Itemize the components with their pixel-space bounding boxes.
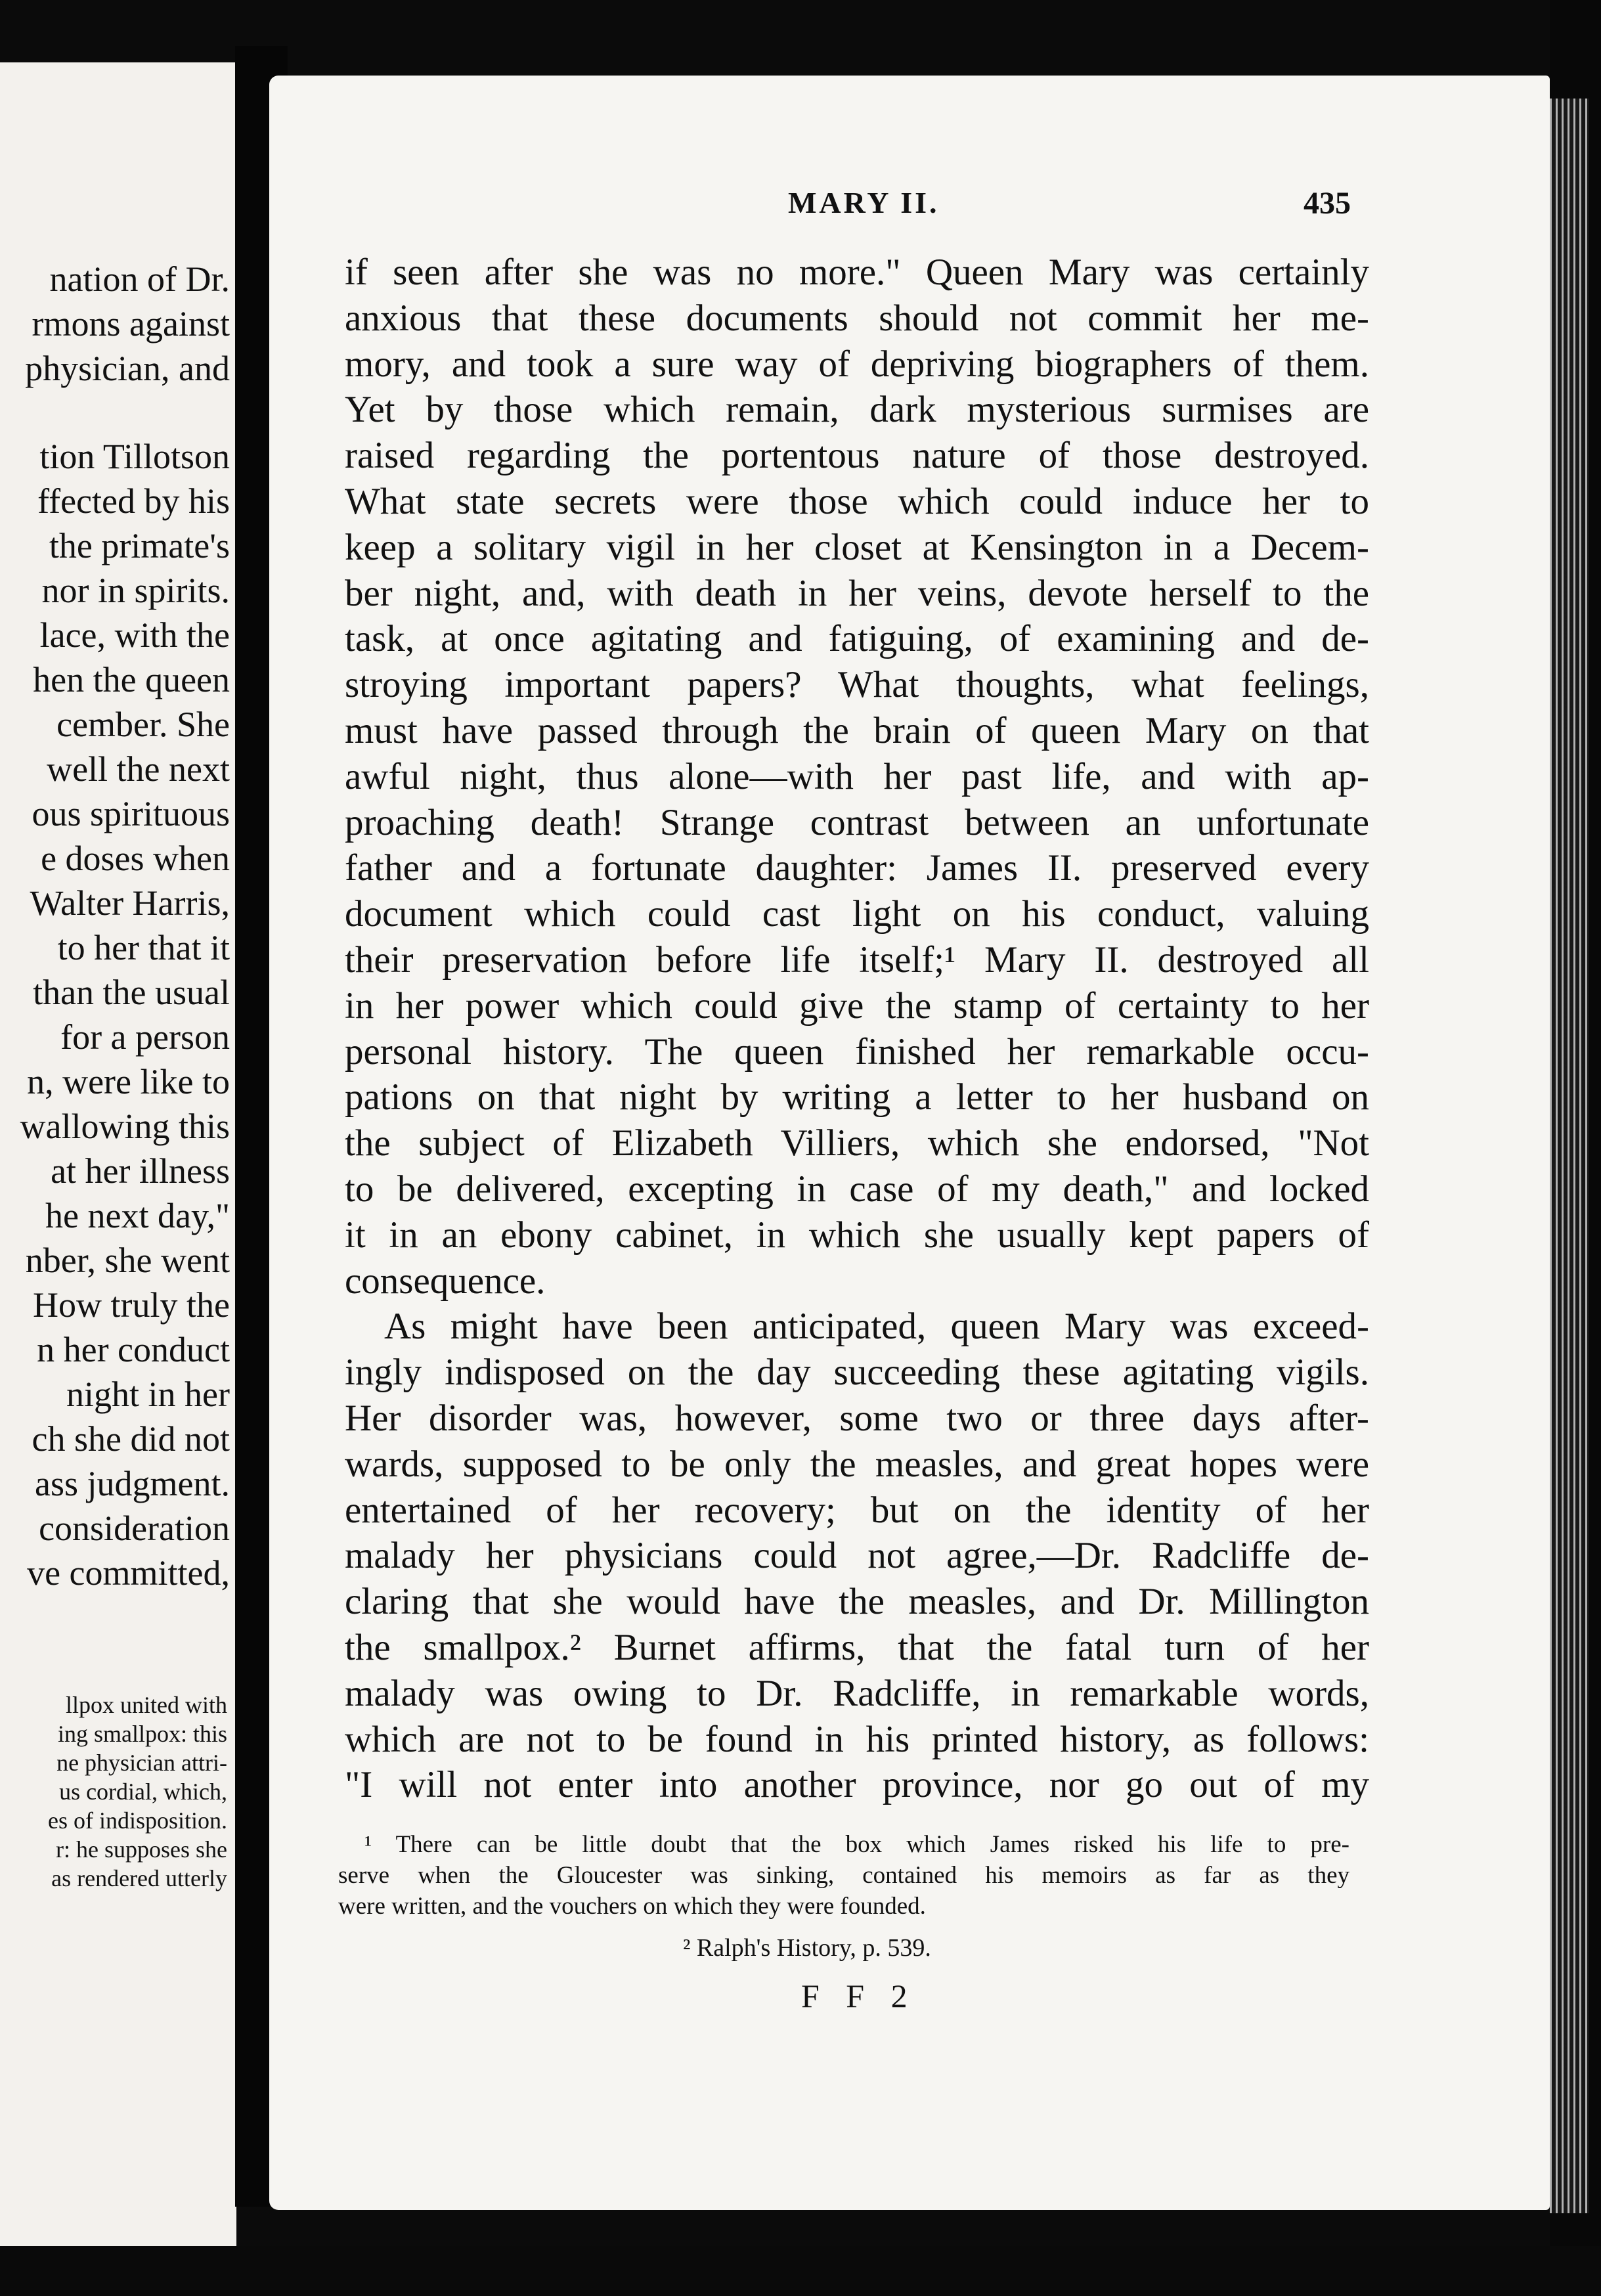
footnote-line: ¹ There can be little doubt that the box which James risked his life to pre- — [364, 1831, 1349, 1858]
text-line: ber night, and, with death in her veins, devote herself to the — [345, 572, 1369, 614]
left-line: ous spirituous — [32, 794, 230, 833]
text-line: Yet by those which remain, dark mysterious surmises are — [345, 389, 1369, 431]
footnote-1 — [338, 1829, 1349, 1922]
left-line: n, were like to — [27, 1062, 230, 1101]
left-footnote-line: es of indisposition. — [47, 1807, 227, 1834]
left-line: at her illness — [51, 1151, 230, 1191]
left-line: rmons against — [32, 304, 230, 343]
text-line: ingly indisposed on the day succeeding these agitating vigils. — [345, 1352, 1369, 1394]
footnote-line: were written, and the vouchers on which they were founded. — [338, 1893, 926, 1920]
text-line: stroying important papers? What thoughts, what feelings, — [345, 664, 1369, 706]
left-footnote-line: llpox united with — [66, 1692, 227, 1718]
left-line: tion Tillotson — [39, 437, 230, 476]
text-line: wards, supposed to be only the measles, and great hopes were — [345, 1443, 1369, 1485]
left-line: to her that it — [57, 928, 230, 967]
text-line: consequence. — [345, 1260, 546, 1302]
left-line: nor in spirits. — [41, 571, 230, 610]
left-page-fragment — [0, 62, 236, 2263]
text-line: anxious that these documents should not commit her me- — [345, 297, 1369, 339]
text-line: entertained of her recovery; but on the identity of her — [345, 1489, 1369, 1531]
text-line: father and a fortunate daughter: James II. preserved every — [345, 847, 1369, 889]
signature-mark: F F 2 — [801, 1977, 917, 2014]
left-line: hen the queen — [33, 660, 230, 699]
text-line: pations on that night by writing a letter to her husband on — [345, 1076, 1369, 1118]
text-line: the smallpox.² Burnet affirms, that the fatal turn of her — [345, 1626, 1369, 1668]
text-line: in her power which could give the stamp of certainty to her — [345, 984, 1369, 1027]
text-line: proaching death! Strange contrast between an unfortunate — [345, 801, 1369, 843]
left-line: Walter Harris, — [30, 883, 230, 923]
body-text — [345, 250, 1369, 1808]
text-line: must have passed through the brain of queen Mary on that — [345, 709, 1369, 751]
left-line: lace, with the — [39, 615, 230, 655]
text-line: Her disorder was, however, some two or three days after- — [345, 1397, 1369, 1439]
left-line: ve committed, — [27, 1553, 230, 1593]
left-line: ffected by his — [37, 481, 230, 521]
text-line: claring that she would have the measles, and Dr. Millington — [345, 1581, 1369, 1623]
left-footnote-line: as rendered utterly — [51, 1865, 227, 1891]
left-line: n her conduct — [37, 1330, 230, 1369]
left-line: ch she did not — [32, 1419, 230, 1459]
text-line: the subject of Elizabeth Villiers, which she endorsed, "Not — [345, 1122, 1369, 1164]
left-line: he next day," — [45, 1196, 230, 1235]
text-line: task, at once agitating and fatiguing, of examining and de- — [345, 618, 1369, 660]
scanner-edge-bottom — [0, 2246, 1601, 2296]
text-line: malady her physicians could not agree,—Dr. Radcliffe de- — [345, 1535, 1369, 1577]
text-line: malady was owing to Dr. Radcliffe, in remarkable words, — [345, 1672, 1369, 1714]
page-stack-edges — [1550, 99, 1589, 2213]
running-head-title: MARY II. — [788, 186, 940, 219]
left-line: nber, she went — [25, 1241, 230, 1280]
left-line: physician, and — [25, 349, 230, 388]
left-footnote-line: ing smallpox: this — [57, 1721, 227, 1747]
text-line: to be delivered, excepting in case of my death," and locked — [345, 1168, 1369, 1210]
text-line: their preservation before life itself;¹ Mary II. destroyed all — [345, 938, 1369, 981]
left-line: nation of Dr. — [49, 259, 230, 299]
left-line: ass judgment. — [35, 1464, 230, 1503]
page-number: 435 — [1304, 186, 1351, 221]
left-line: e doses when — [41, 839, 230, 878]
text-line: As might have been anticipated, queen Mary was exceed- — [384, 1306, 1369, 1348]
text-line: if seen after she was no more." Queen Mary was certainly — [345, 252, 1369, 293]
text-line: raised regarding the portentous nature of those destroyed. — [345, 435, 1369, 477]
left-line: for a person — [60, 1017, 230, 1057]
text-line: it in an ebony cabinet, in which she usually kept papers of — [345, 1214, 1369, 1256]
text-line: document which could cast light on his conduct, valuing — [345, 893, 1369, 935]
left-line: well the next — [47, 749, 230, 789]
text-line: awful night, thus alone—with her past life, and with ap- — [345, 755, 1369, 797]
left-line: How truly the — [33, 1285, 230, 1325]
left-footnote-line: ne physician attri- — [56, 1750, 227, 1776]
left-line: consideration — [39, 1509, 230, 1548]
left-line: wallowing this — [20, 1107, 230, 1146]
left-footnote-line: us cordial, which, — [59, 1778, 227, 1805]
left-line: than the usual — [33, 973, 230, 1012]
text-line: personal history. The queen finished her remarkable occu- — [345, 1030, 1369, 1072]
footnote-2: ² Ralph's History, p. 539. — [683, 1934, 931, 1962]
text-line: mory, and took a sure way of depriving biographers of them. — [345, 343, 1369, 385]
text-line: What state secrets were those which could induce her to — [345, 480, 1369, 522]
left-line: night in her — [66, 1375, 230, 1414]
text-line: "I will not enter into another province, nor go out of my — [345, 1764, 1369, 1806]
left-line: cember. She — [56, 705, 230, 744]
footnote-line: serve when the Gloucester was sinking, contained his memoirs as far as they — [338, 1862, 1349, 1889]
text-line: keep a solitary vigil in her closet at Kensington in a Decem- — [345, 526, 1369, 568]
left-footnote-line: r: he supposes she — [56, 1836, 227, 1863]
text-line: which are not to be found in his printed history, as follows: — [345, 1718, 1369, 1760]
left-line: the primate's — [49, 526, 230, 565]
